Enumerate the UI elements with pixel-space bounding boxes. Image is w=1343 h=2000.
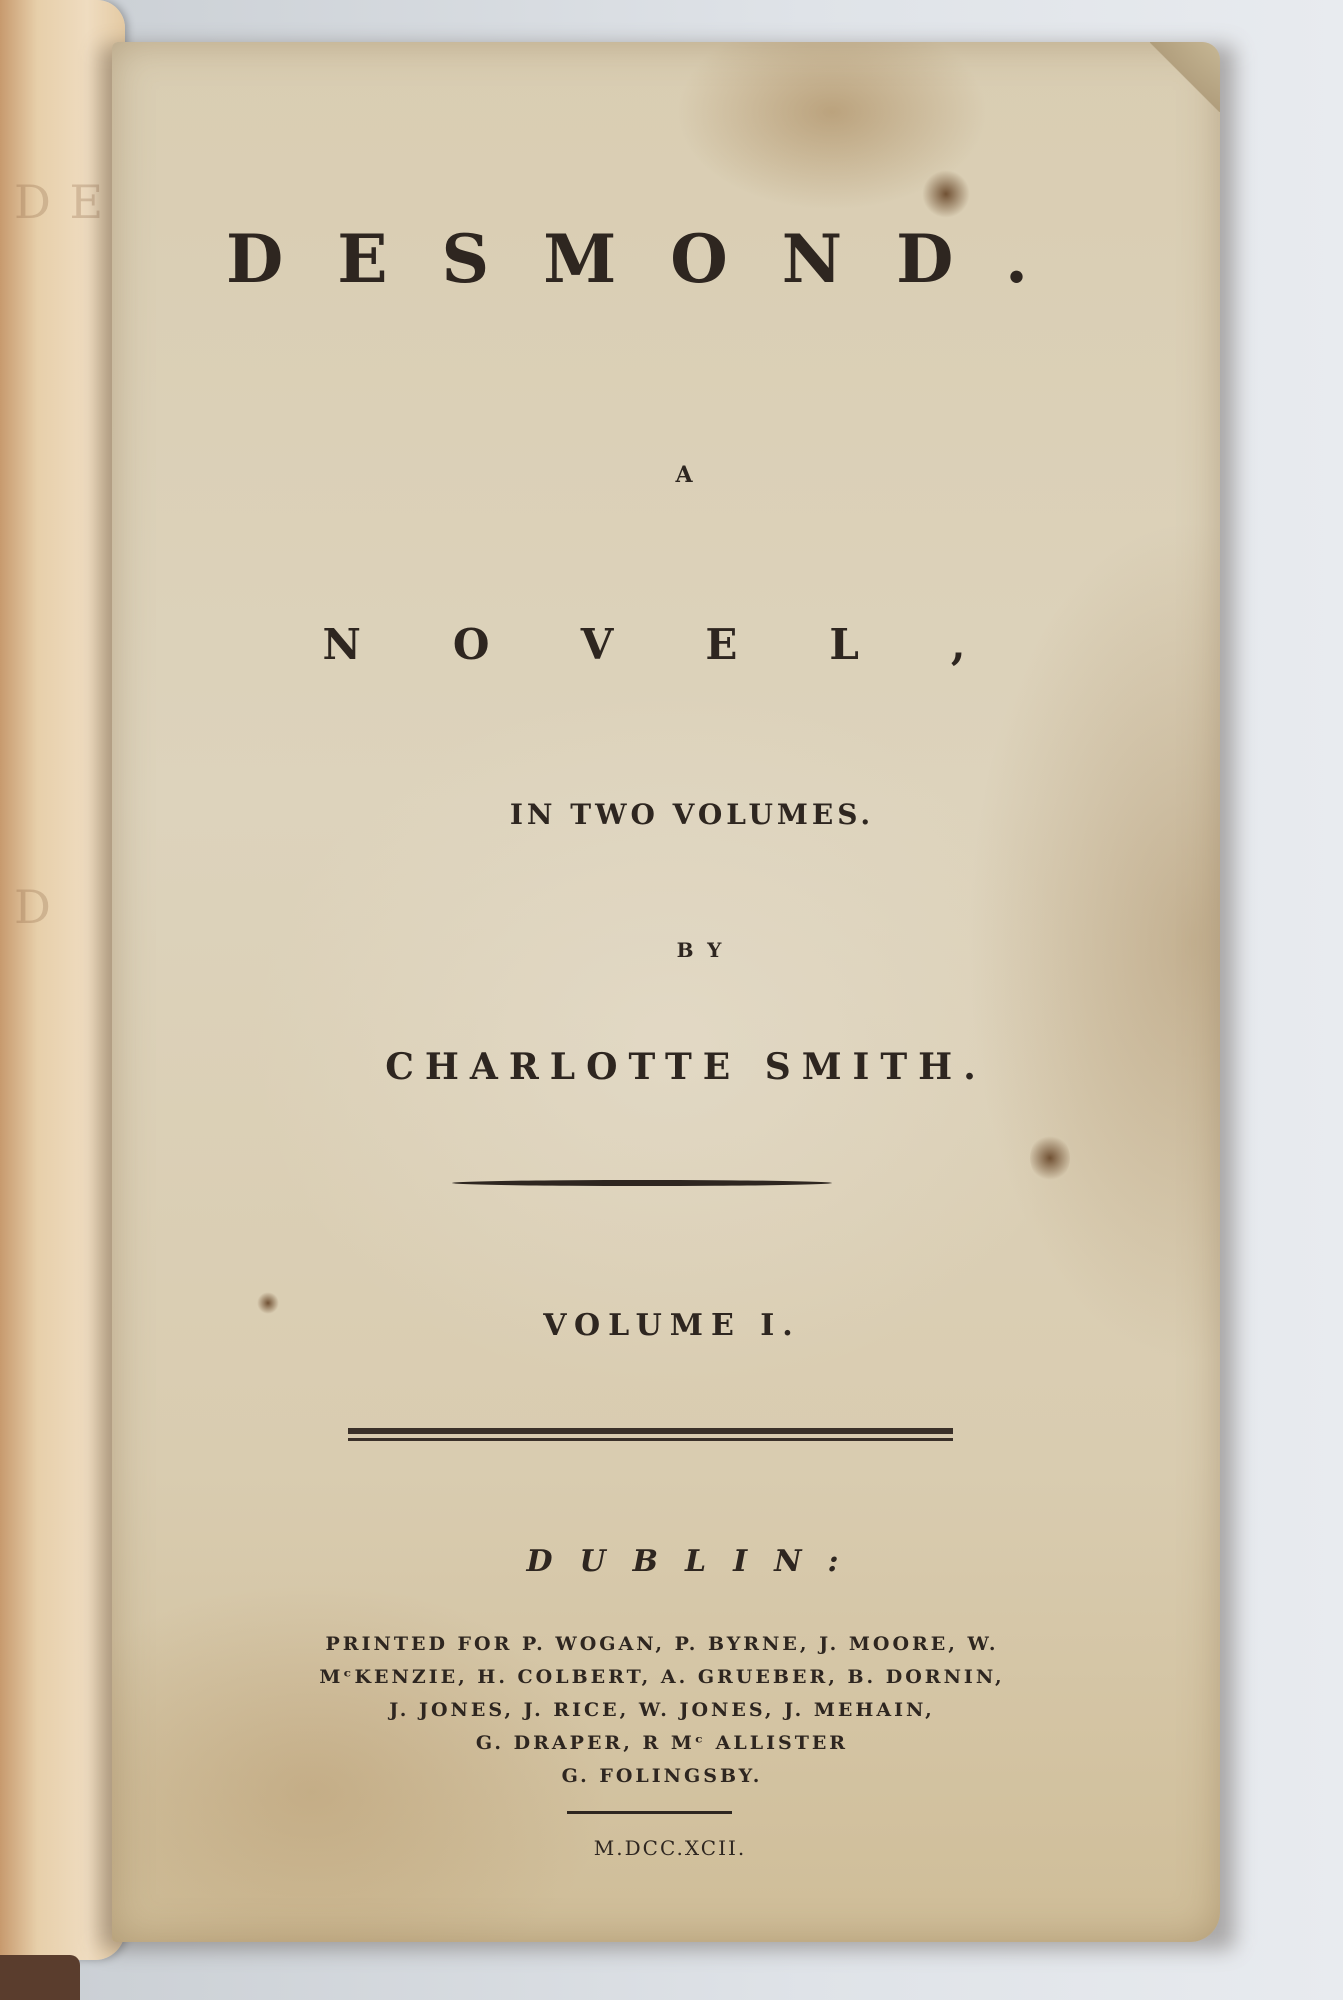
volume-number: VOLUME I. [543, 1308, 801, 1343]
rule-line [348, 1438, 953, 1441]
imprint-year: M.DCC.XCII. [593, 1836, 747, 1860]
by-line: BY [676, 938, 736, 962]
tapered-rule [452, 1180, 832, 1186]
title-article: A [675, 462, 697, 488]
corner-fold [1150, 42, 1220, 112]
author-name: CHARLOTTE SMITH. [385, 1046, 987, 1088]
show-through-letters: D [14, 880, 53, 934]
printers-imprint [242, 1628, 1082, 1793]
title-page [112, 42, 1220, 1942]
printers-line: MᶜKENZIE, H. COLBERT, A. GRUEBER, B. DORNIN, [319, 1666, 1005, 1688]
printers-line: J. JONES, J. RICE, W. JONES, J. MEHAIN, [389, 1699, 935, 1721]
printers-line: PRINTED FOR P. WOGAN, P. BYRNE, J. MOORE, W. [325, 1633, 999, 1655]
genre-line: NOVEL, [322, 620, 1058, 669]
binding-spine [0, 1955, 80, 2000]
double-rule [348, 1428, 953, 1446]
foxing-spot [1030, 1134, 1070, 1182]
show-through-letters: D E [14, 175, 106, 229]
short-rule [567, 1811, 732, 1814]
printers-line: G. FOLINGSBY. [561, 1765, 763, 1787]
printers-line: G. DRAPER, R Mᶜ ALLISTER [475, 1732, 849, 1754]
foxing-spot [922, 170, 970, 218]
imprint-place: DUBLIN: [526, 1544, 866, 1579]
rule-line [348, 1428, 953, 1434]
book-title: DESMOND. [226, 220, 1082, 298]
volumes-line: IN TWO VOLUMES. [509, 798, 875, 831]
